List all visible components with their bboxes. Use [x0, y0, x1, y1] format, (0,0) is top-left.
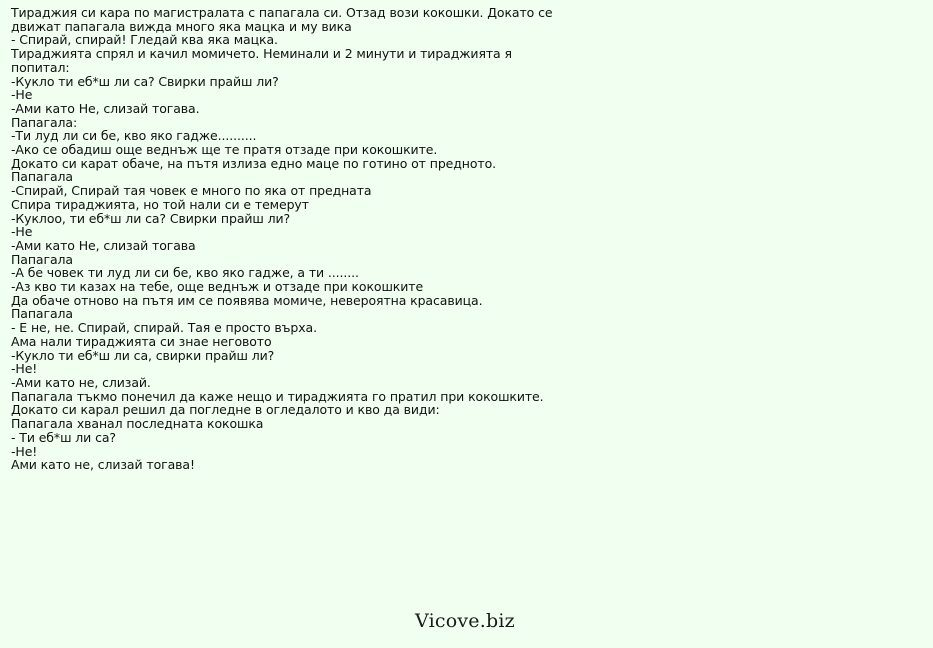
joke-line: Тираджия си кара по магистралата с папагала си. Отзад вози кокошки. Докато се: [11, 5, 553, 20]
joke-line: Спира тираджията, но той нали си е темерут: [11, 196, 309, 212]
joke-line: -Кукло ти еб*ш ли са, свирки прайш ли?: [11, 347, 275, 363]
joke-line: -Не: [11, 224, 33, 240]
joke-line: Папагала: [11, 169, 73, 185]
joke-line: Да обаче отново на пътя им се появява момиче, невероятна красавица.: [11, 292, 483, 308]
joke-line: движат папагала вижда много яка мацка и му вика: [11, 18, 352, 34]
joke-line: -Ти луд ли си бе, кво яко гадже..........: [11, 128, 257, 144]
joke-line: -Ами като Не, слизай тогава.: [11, 100, 200, 116]
joke-line: -Не!: [11, 361, 38, 377]
joke-line: Папагала: [11, 306, 73, 322]
joke-line: -Кукло ти еб*ш ли са? Свирки прайш ли?: [11, 73, 279, 89]
joke-line: Папагала тъкмо понечил да каже нещо и тираджията го пратил при кокошките.: [11, 388, 544, 404]
joke-line: -Ами като Не, слизай тогава: [11, 237, 196, 253]
joke-line: Папагала:: [11, 114, 78, 130]
joke-line: Папагала хванал последната кокошка: [11, 416, 264, 432]
joke-line: -А бе човек ти луд ли си бе, кво яко гадже, а ти ........: [11, 265, 359, 281]
joke-line: Тираджията спрял и качил момичето. Неминали и 2 минути и тираджията я: [11, 46, 512, 62]
joke-line: -Ако се обадиш още веднъж ще те пратя отзаде при кокошките.: [11, 142, 438, 158]
joke-line: Докато си карат обаче, на пътя излиза едно маце по готино от предното.: [11, 155, 497, 171]
joke-line: -Не!: [11, 443, 38, 459]
site-watermark: Vicove.biz: [415, 610, 515, 632]
joke-line: Ама нали тираджията си знае неговото: [11, 333, 272, 349]
joke-line: -Ами като не, слизай.: [11, 374, 151, 390]
joke-line: -Спирай, Спирай тая човек е много по яка от предната: [11, 183, 372, 199]
joke-line: -Не: [11, 87, 33, 103]
joke-line: - Е не, не. Спирай, спирай. Тая е просто върха.: [11, 320, 317, 336]
joke-line: - Ти еб*ш ли са?: [11, 429, 116, 445]
joke-line: Папагала: [11, 251, 73, 267]
joke-line: - Спирай, спирай! Гледай ква яка мацка.: [11, 32, 278, 48]
joke-line: Ами като не, слизай тогава!: [11, 457, 195, 473]
joke-line: Докато си карал решил да погледне в огледалото и кво да види:: [11, 402, 440, 418]
joke-line: -Аз кво ти казах на тебе, още веднъж и отзаде при кокошките: [11, 279, 424, 295]
joke-line: попитал:: [11, 59, 70, 75]
joke-text: [11, 6, 921, 472]
joke-line: -Куклоо, ти еб*ш ли са? Свирки прайш ли?: [11, 210, 291, 226]
